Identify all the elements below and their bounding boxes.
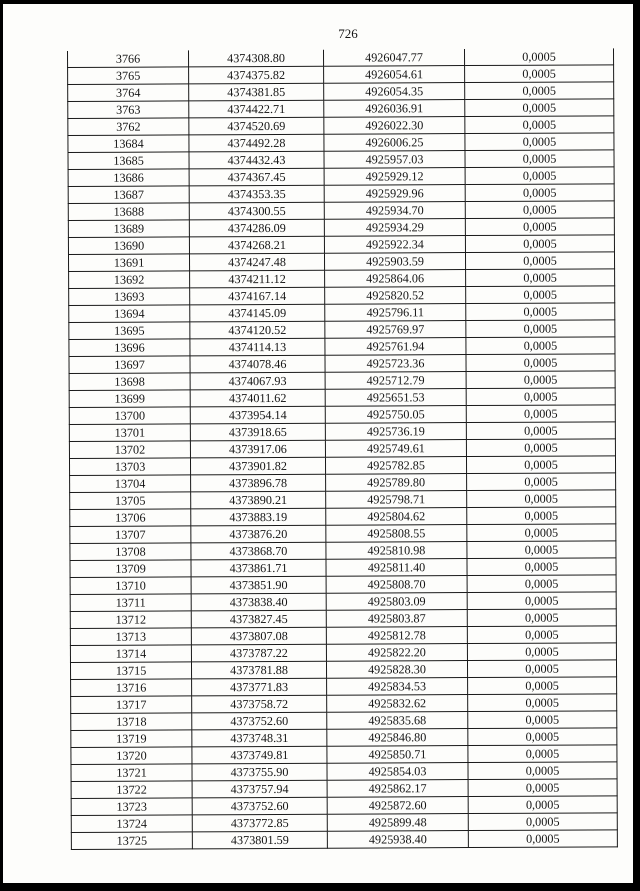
tolerance-cell: 0,0005 [468,694,617,712]
table-row [69,337,615,357]
x-coordinate-cell: 4374492.28 [189,134,324,152]
y-coordinate-cell: 4925811.40 [326,559,467,577]
y-coordinate-cell: 4925846.80 [327,729,468,747]
x-coordinate-cell: 4374247.48 [189,253,324,271]
point-number-cell: 13706 [70,509,191,527]
table-row [70,660,616,680]
point-number-cell: 13696 [69,339,190,357]
point-number-cell: 3764 [68,84,189,102]
x-coordinate-cell: 4373917.06 [190,440,325,458]
y-coordinate-cell: 4925761.94 [325,338,466,356]
y-coordinate-cell: 4926047.77 [323,49,464,66]
y-coordinate-cell: 4925820.52 [325,287,466,305]
x-coordinate-cell: 4373838.40 [191,593,326,611]
coordinates-table [67,48,618,850]
y-coordinate-cell: 4925796.11 [325,304,466,322]
table-row [68,99,614,119]
x-coordinate-cell: 4373758.72 [192,695,327,713]
tolerance-cell: 0,0005 [468,762,617,780]
y-coordinate-cell: 4926006.25 [324,134,465,152]
y-coordinate-cell: 4925712.79 [325,372,466,390]
x-coordinate-cell: 4374120.52 [190,321,325,339]
y-coordinate-cell: 4926036.91 [324,100,465,118]
table-row [70,558,616,578]
x-coordinate-cell: 4374167.14 [190,287,325,305]
tolerance-cell: 0,0005 [468,728,617,746]
x-coordinate-cell: 4373918.65 [190,423,325,441]
coordinates-table-body [67,48,617,849]
y-coordinate-cell: 4925903.59 [324,253,465,271]
table-row [71,813,617,833]
x-coordinate-cell: 4373883.19 [191,508,326,526]
x-coordinate-cell: 4373901.82 [190,457,325,475]
y-coordinate-cell: 4925872.60 [327,797,468,815]
y-coordinate-cell: 4925899.48 [327,814,468,832]
x-coordinate-cell: 4373772.85 [192,814,327,832]
table-row [68,82,614,102]
y-coordinate-cell: 4925850.71 [327,746,468,764]
point-number-cell: 13685 [68,152,189,170]
y-coordinate-cell: 4926022.30 [324,117,465,135]
x-coordinate-cell: 4373851.90 [191,576,326,594]
x-coordinate-cell: 4374286.09 [189,219,324,237]
point-number-cell: 13714 [70,645,191,663]
x-coordinate-cell: 4373954.14 [190,406,325,424]
y-coordinate-cell: 4925862.17 [327,780,468,798]
x-coordinate-cell: 4374353.35 [189,185,324,203]
x-coordinate-cell: 4374268.21 [189,236,324,254]
table-row [69,422,615,442]
table-row [68,116,614,136]
y-coordinate-cell: 4925834.53 [327,678,468,696]
table-row [70,524,616,544]
x-coordinate-cell: 4373748.31 [192,729,327,747]
tolerance-cell: 0,0005 [467,660,616,678]
y-coordinate-cell: 4925922.34 [324,236,465,254]
y-coordinate-cell: 4925934.29 [324,219,465,237]
table-row [71,745,617,765]
tolerance-cell: 0,0005 [465,184,614,202]
table-row [71,830,617,850]
x-coordinate-cell: 4374145.09 [190,304,325,322]
table-row [70,473,616,493]
tolerance-cell: 0,0005 [466,456,615,474]
point-number-cell: 13687 [68,186,189,204]
tolerance-cell: 0,0005 [467,541,616,559]
y-coordinate-cell: 4925832.62 [327,695,468,713]
point-number-cell: 13719 [71,730,192,748]
table-row [69,388,615,408]
tolerance-cell: 0,0005 [467,473,616,491]
table-row [71,762,617,782]
tolerance-cell: 0,0005 [466,439,615,457]
table-row [71,711,617,731]
table-row [71,694,617,714]
point-number-cell: 13709 [70,560,191,578]
tolerance-cell: 0,0005 [467,507,616,525]
table-row [68,133,614,153]
table-row [68,65,614,85]
x-coordinate-cell: 4373896.78 [191,474,326,492]
table-row [69,439,615,459]
tolerance-cell: 0,0005 [466,354,615,372]
tolerance-cell: 0,0005 [468,813,617,831]
y-coordinate-cell: 4925782.85 [325,457,466,475]
x-coordinate-cell: 4374300.55 [189,202,324,220]
x-coordinate-cell: 4373876.20 [191,525,326,543]
tolerance-cell: 0,0005 [467,490,616,508]
point-number-cell: 13688 [68,203,189,221]
tolerance-cell: 0,0005 [467,592,616,610]
document-page [3,4,633,883]
table-row [70,541,616,561]
table-row [71,779,617,799]
x-coordinate-cell: 4373749.81 [192,746,327,764]
x-coordinate-cell: 4373787.22 [191,644,326,662]
table-row [70,609,616,629]
point-number-cell: 13710 [70,577,191,595]
x-coordinate-cell: 4373807.08 [191,627,326,645]
table-row [71,728,617,748]
point-number-cell: 13721 [71,764,192,782]
table-row [68,150,614,170]
tolerance-cell: 0,0005 [466,405,615,423]
y-coordinate-cell: 4925938.40 [327,831,468,849]
tolerance-cell: 0,0005 [465,201,614,219]
point-number-cell: 13697 [69,356,190,374]
tolerance-cell: 0,0005 [468,796,617,814]
tolerance-cell: 0,0005 [465,218,614,236]
tolerance-cell: 0,0005 [465,150,614,168]
x-coordinate-cell: 4373861.71 [191,559,326,577]
table-row [68,201,614,221]
tolerance-cell: 0,0005 [468,830,617,848]
y-coordinate-cell: 4925749.61 [325,440,466,458]
y-coordinate-cell: 4925810.98 [326,542,467,560]
point-number-cell: 13700 [69,407,190,425]
tolerance-cell: 0,0005 [467,524,616,542]
tolerance-cell: 0,0005 [465,167,614,185]
tolerance-cell: 0,0005 [466,286,615,304]
point-number-cell: 13704 [70,475,191,493]
table-row [69,320,615,340]
point-number-cell: 13718 [71,713,192,731]
point-number-cell: 13725 [71,832,192,850]
tolerance-cell: 0,0005 [467,626,616,644]
table-row [69,269,615,289]
table-row [69,456,615,476]
y-coordinate-cell: 4925723.36 [325,355,466,373]
table-row [70,490,616,510]
tolerance-cell: 0,0005 [466,269,615,287]
point-number-cell: 13723 [71,798,192,816]
y-coordinate-cell: 4925651.53 [325,389,466,407]
x-coordinate-cell: 4374067.93 [190,372,325,390]
point-number-cell: 13717 [71,696,192,714]
y-coordinate-cell: 4925789.80 [326,474,467,492]
point-number-cell: 13690 [68,237,189,255]
table-row [71,677,617,697]
x-coordinate-cell: 4373755.90 [192,763,327,781]
point-number-cell: 13698 [69,373,190,391]
x-coordinate-cell: 4373827.45 [191,610,326,628]
tolerance-cell: 0,0005 [465,133,614,151]
point-number-cell: 3766 [67,50,188,67]
tolerance-cell: 0,0005 [466,337,615,355]
tolerance-cell: 0,0005 [467,609,616,627]
point-number-cell: 13724 [71,815,192,833]
point-number-cell: 3763 [68,101,189,119]
table-row [70,507,616,527]
tolerance-cell: 0,0005 [466,422,615,440]
x-coordinate-cell: 4373801.59 [192,831,327,849]
tolerance-cell: 0,0005 [465,82,614,100]
x-coordinate-cell: 4374432.43 [189,151,324,169]
tolerance-cell: 0,0005 [465,235,614,253]
point-number-cell: 13715 [70,662,191,680]
y-coordinate-cell: 4925929.12 [324,168,465,186]
table-row [68,184,614,204]
y-coordinate-cell: 4925803.87 [326,610,467,628]
table-row [68,235,614,255]
y-coordinate-cell: 4925750.05 [325,406,466,424]
y-coordinate-cell: 4925803.09 [326,593,467,611]
y-coordinate-cell: 4925864.06 [325,270,466,288]
point-number-cell: 13691 [68,254,189,272]
point-number-cell: 13722 [71,781,192,799]
x-coordinate-cell: 4374011.62 [190,389,325,407]
point-number-cell: 13695 [69,322,190,340]
tolerance-cell: 0,0005 [468,745,617,763]
x-coordinate-cell: 4373781.88 [191,661,326,679]
point-number-cell: 13689 [68,220,189,238]
y-coordinate-cell: 4925736.19 [325,423,466,441]
y-coordinate-cell: 4925835.68 [327,712,468,730]
point-number-cell: 13708 [70,543,191,561]
x-coordinate-cell: 4374375.82 [189,66,324,84]
table-row [69,371,615,391]
tolerance-cell: 0,0005 [465,116,614,134]
point-number-cell: 13701 [69,424,190,442]
y-coordinate-cell: 4926054.61 [324,66,465,84]
x-coordinate-cell: 4374422.71 [189,100,324,118]
point-number-cell: 13684 [68,135,189,153]
table-row [70,592,616,612]
tolerance-cell: 0,0005 [465,252,614,270]
x-coordinate-cell: 4374520.69 [189,117,324,135]
table-row [71,796,617,816]
x-coordinate-cell: 4373771.83 [192,678,327,696]
point-number-cell: 3765 [68,67,189,85]
point-number-cell: 13713 [70,628,191,646]
point-number-cell: 13699 [69,390,190,408]
point-number-cell: 13693 [69,288,190,306]
y-coordinate-cell: 4925812.78 [326,627,467,645]
table-row [69,405,615,425]
point-number-cell: 13716 [71,679,192,697]
point-number-cell: 13686 [68,169,189,187]
tolerance-cell: 0,0005 [468,677,617,695]
tolerance-cell: 0,0005 [468,779,617,797]
table-row [69,303,615,323]
tolerance-cell: 0,0005 [467,643,616,661]
tolerance-cell: 0,0005 [467,558,616,576]
point-number-cell: 13707 [70,526,191,544]
y-coordinate-cell: 4925798.71 [326,491,467,509]
y-coordinate-cell: 4925929.96 [324,185,465,203]
x-coordinate-cell: 4373757.94 [192,780,327,798]
point-number-cell: 13702 [69,441,190,459]
y-coordinate-cell: 4925808.55 [326,525,467,543]
x-coordinate-cell: 4373752.60 [192,712,327,730]
table-row [67,48,613,67]
x-coordinate-cell: 4374367.45 [189,168,324,186]
x-coordinate-cell: 4374114.13 [190,338,325,356]
tolerance-cell: 0,0005 [467,575,616,593]
table-row [68,218,614,238]
table-row [70,643,616,663]
y-coordinate-cell: 4925934.70 [324,202,465,220]
tolerance-cell: 0,0005 [465,99,614,117]
y-coordinate-cell: 4925822.20 [326,644,467,662]
y-coordinate-cell: 4925808.70 [326,576,467,594]
table-row [69,286,615,306]
page-number: 726 [338,26,358,41]
tolerance-cell: 0,0005 [466,388,615,406]
tolerance-cell: 0,0005 [466,303,615,321]
y-coordinate-cell: 4926054.35 [324,83,465,101]
tolerance-cell: 0,0005 [464,48,613,65]
y-coordinate-cell: 4925828.30 [326,661,467,679]
point-number-cell: 13694 [69,305,190,323]
x-coordinate-cell: 4374308.80 [188,50,323,67]
x-coordinate-cell: 4373868.70 [191,542,326,560]
point-number-cell: 13720 [71,747,192,765]
y-coordinate-cell: 4925854.03 [327,763,468,781]
x-coordinate-cell: 4374078.46 [190,355,325,373]
tolerance-cell: 0,0005 [468,711,617,729]
tolerance-cell: 0,0005 [466,320,615,338]
x-coordinate-cell: 4373752.60 [192,797,327,815]
point-number-cell: 13712 [70,611,191,629]
table-row [68,252,614,272]
y-coordinate-cell: 4925804.62 [326,508,467,526]
tolerance-cell: 0,0005 [465,65,614,83]
x-coordinate-cell: 4373890.21 [191,491,326,509]
x-coordinate-cell: 4374381.85 [189,83,324,101]
x-coordinate-cell: 4374211.12 [190,270,325,288]
y-coordinate-cell: 4925769.97 [325,321,466,339]
y-coordinate-cell: 4925957.03 [324,151,465,169]
table-row [70,575,616,595]
table-row [70,626,616,646]
point-number-cell: 13705 [70,492,191,510]
tolerance-cell: 0,0005 [466,371,615,389]
table-row [68,167,614,187]
point-number-cell: 13692 [69,271,190,289]
point-number-cell: 3762 [68,118,189,136]
point-number-cell: 13711 [70,594,191,612]
table-row [69,354,615,374]
point-number-cell: 13703 [69,458,190,476]
